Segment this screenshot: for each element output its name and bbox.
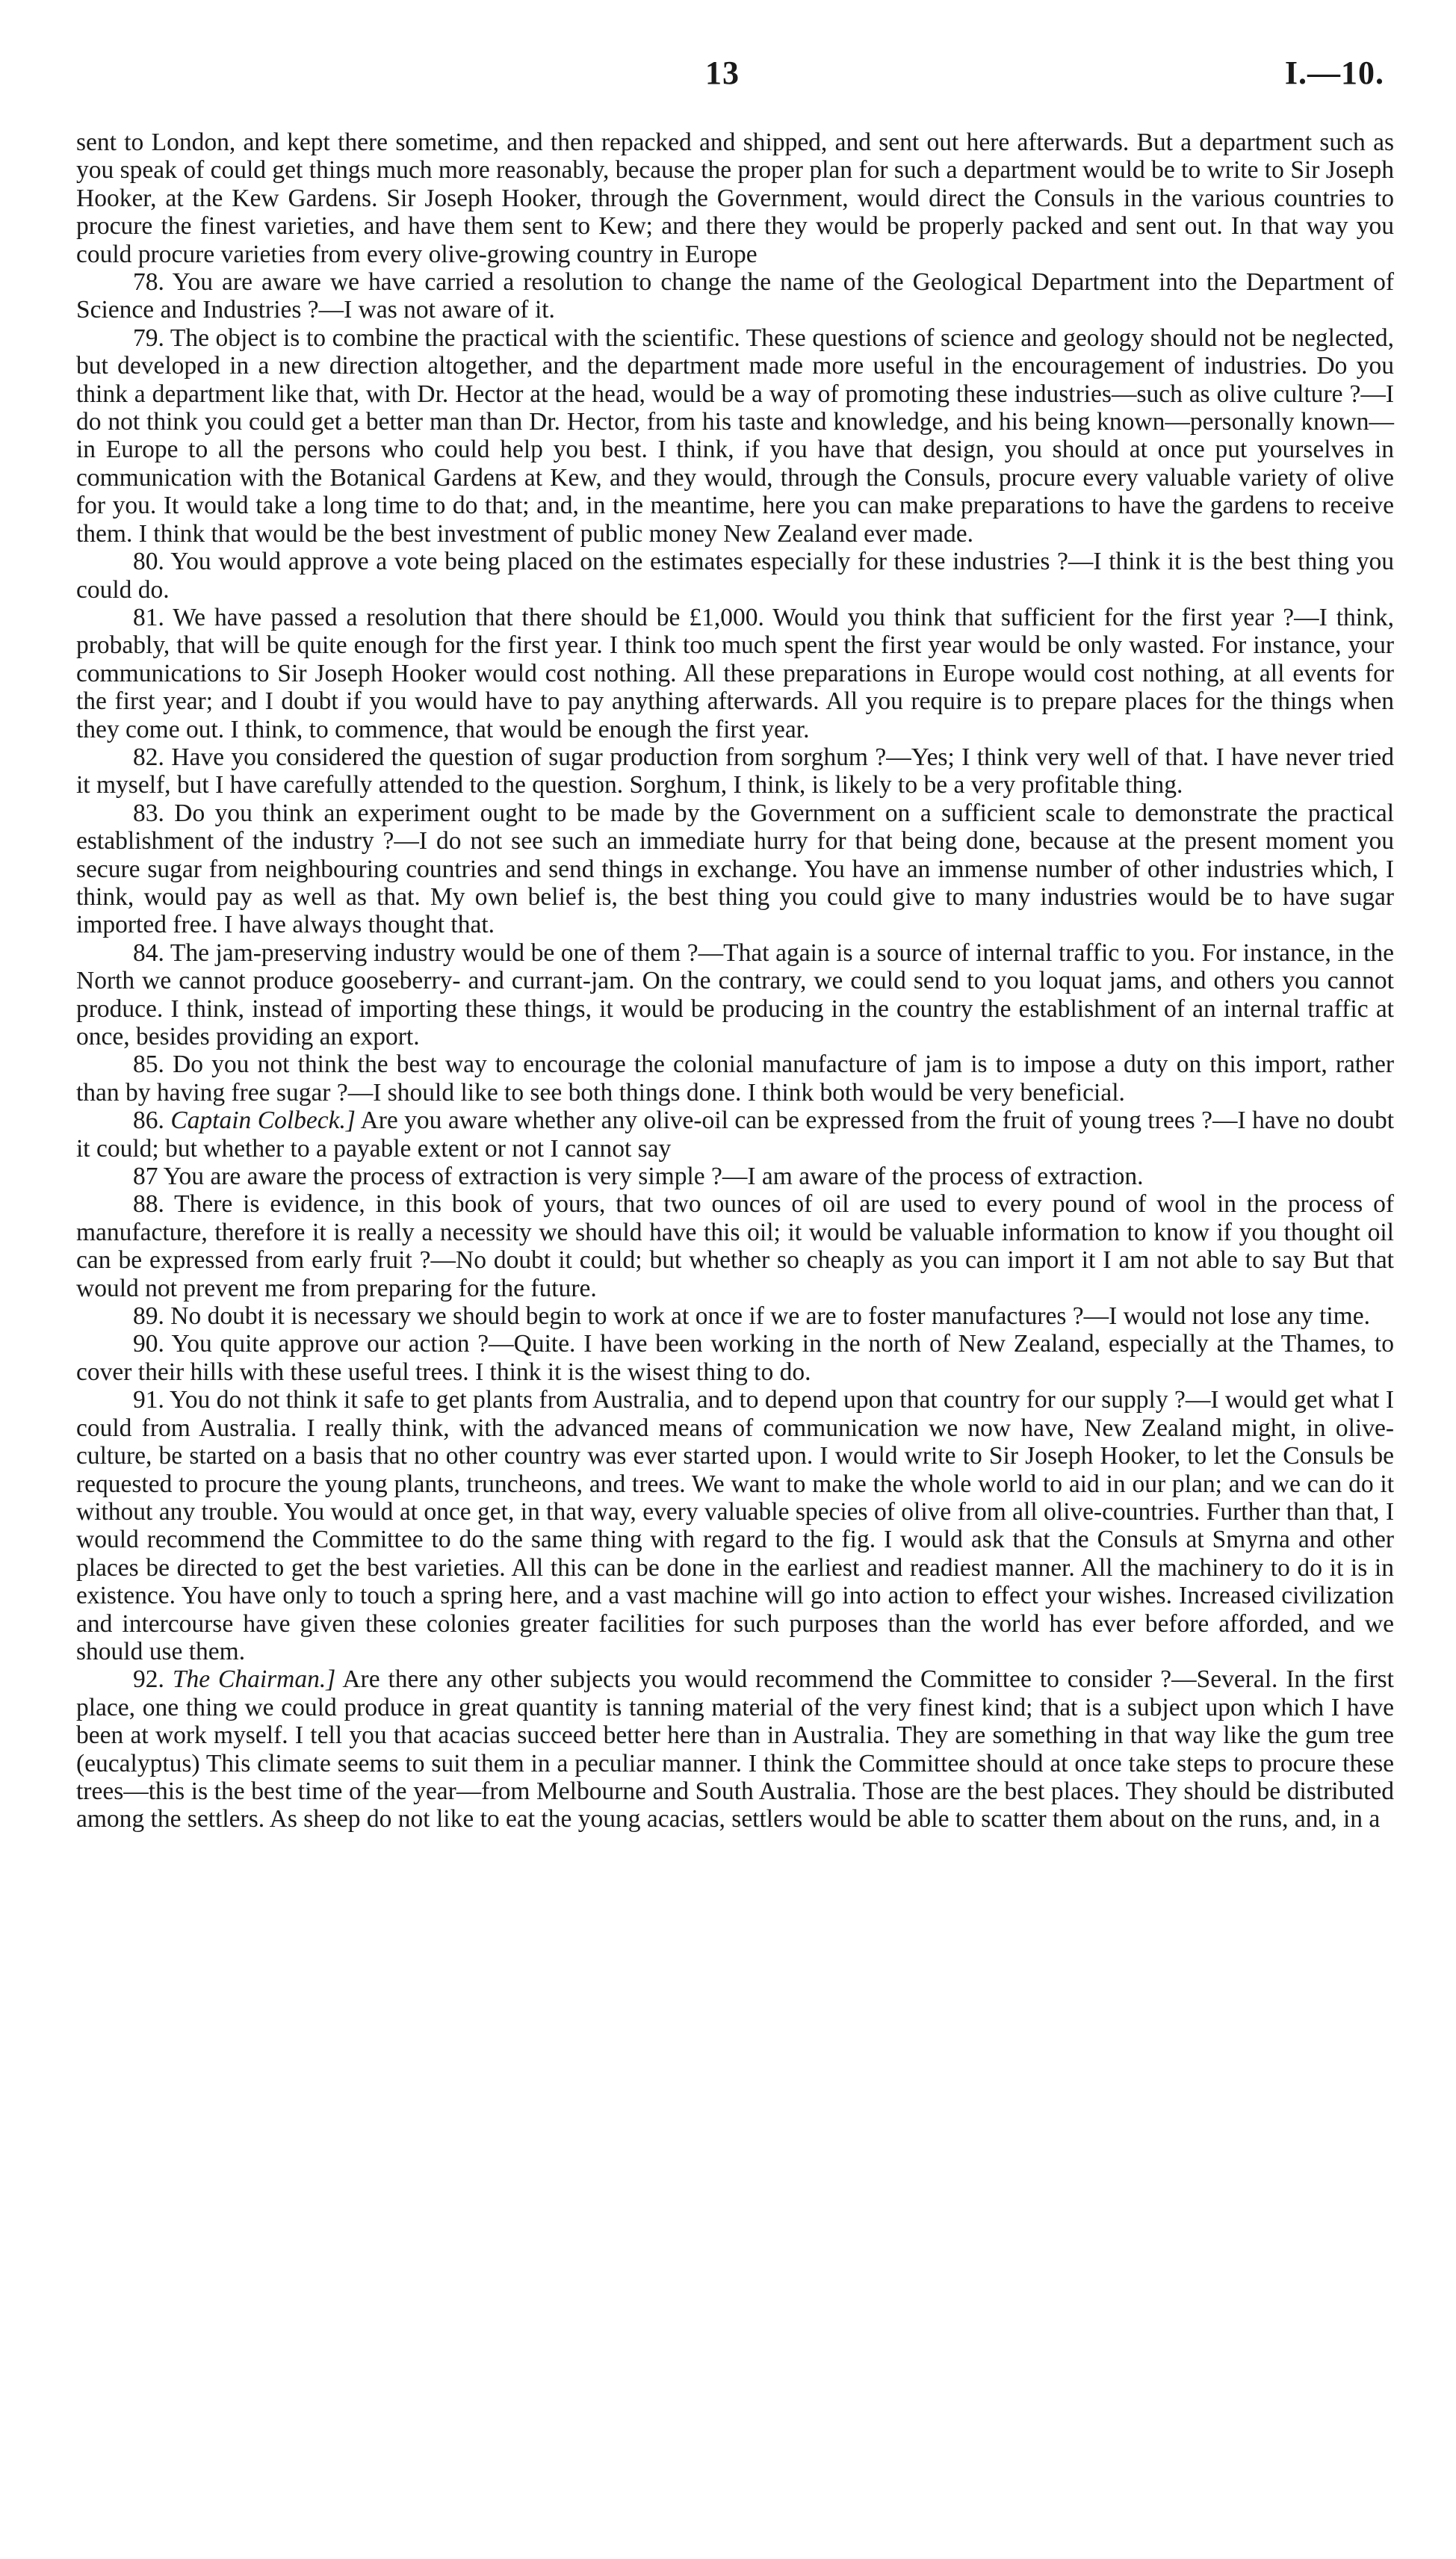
paragraph-text: Are you aware whether any olive-oil can be expressed from the fruit of young trees ?—I have no doubt it could; but whether to a payable extent or not I cannot say xyxy=(76,1107,1394,1163)
speaker-name: Captain Colbeck.] xyxy=(170,1107,356,1135)
paragraph-number: 90. xyxy=(133,1330,164,1358)
paragraph-number: 87 xyxy=(133,1163,158,1191)
paragraph-text: You are aware we have carried a resolution to change the name of the Geological Department into the Department of Science and Industries ?—I was not aware of it. xyxy=(76,268,1394,324)
paragraph-number: 81. xyxy=(133,603,164,631)
paragraph-81 xyxy=(76,604,1394,743)
paragraph-number: 79. xyxy=(133,324,164,352)
paragraph-number: 89. xyxy=(133,1302,164,1331)
paragraph-text: The object is to combine the practical with the scientific. These questions of science and geology should not be neglected, but developed in a new direction altogether, and the department made more useful in the encouragement of industries. Do you think a department like that, with Dr. Hector at the head, would be a way of promoting these industries—such as olive culture ?—I do not think you could get a better man than Dr. Hector, from his taste and knowledge, and his being known—personally known—in Europe to all the persons who could help you best. I think, if you have that design, you should at once put yourselves in communication with the Botanical Gardens at Kew, and they would, through the Consuls, procure every valuable variety of olive for you. It would take a long time to do that; and, in the meantime, here you can make preparations to have the gardens to receive them. I think that would be the best investment of public money New Zealand ever made. xyxy=(76,324,1394,548)
paragraph-number: 78. xyxy=(133,268,164,297)
paragraph-text: Are there any other subjects you would recommend the Committee to consider ?—Several. In the first place, one thing we could produce in great quantity is tanning material of the very finest kind; that is a subject upon which I have been at work myself. I tell you that acacias succeed better here than in Australia. They are something in that way like the gum tree (eucalyptus) This climate seems to suit them in a peculiar manner. I think the Committee should at once take steps to procure these trees—this is the best time of the year—from Melbourne and South Australia. Those are the best places. They should be distributed among the settlers. As sheep do not like to eat the young acacias, settlers would be able to scatter them about on the runs, and, in a xyxy=(76,1665,1394,1834)
paragraph-82 xyxy=(76,743,1394,799)
document-reference: I.—10. xyxy=(1284,55,1384,91)
paragraph-text: You are aware the process of extraction is very simple ?—I am aware of the process of extraction. xyxy=(163,1163,1144,1191)
paragraph-text: You do not think it safe to get plants from Australia, and to depend upon that country for our supply ?—I would get what I could from Australia. I really think, with the advanced means of communication we now have, New Zealand might, in olive-culture, be started on a basis that no other country was ever started upon. I would write to Sir Joseph Hooker, to let the Consuls be requested to procure the young plants, truncheons, and trees. We want to make the whole world to aid in our plan; and we can do it without any trouble. You would at once get, in that way, every valuable species of olive from all olive-countries. Further than that, I would recommend the Committee to do the same thing with regard to the fig. I would ask that the Consuls at Smyrna and other places be directed to get the best varieties. All this can be done in the earliest and readiest manner. All the machinery to do it is in existence. You have only to touch a spring here, and a vast machine will go into action to effect your wishes. Increased civilization and intercourse have given these colonies greater facilities for such purposes than the world has ever before afforded, and we should use them. xyxy=(76,1386,1394,1665)
paragraph-84 xyxy=(76,939,1394,1051)
paragraph-text: Do you not think the best way to encourage the colonial manufacture of jam is to impose a duty on this import, rather than by having free sugar ?—I should like to see both things done. I think both would be very beneficial. xyxy=(76,1050,1394,1107)
body-text xyxy=(76,129,1394,1834)
paragraph-number: 88. xyxy=(133,1190,164,1219)
paragraph-number: 84. xyxy=(133,938,164,967)
paragraph-87 xyxy=(76,1163,1394,1190)
paragraph-85 xyxy=(76,1050,1394,1107)
paragraph-number: 82. xyxy=(133,743,164,771)
paragraph-number: 83. xyxy=(133,799,164,827)
paragraph-91 xyxy=(76,1386,1394,1665)
paragraph-86 xyxy=(76,1107,1394,1163)
paragraph-88 xyxy=(76,1190,1394,1302)
paragraph-text: The jam-preserving industry would be one of them ?—That again is a source of internal traffic to you. For instance, in the North we cannot produce gooseberry- and currant-jam. On the contrary, we could send to you loquat jams, and others you cannot produce. I think, instead of importing these things, it would be producing in the country the establishment of an internal traffic at once, besides providing an export. xyxy=(76,938,1394,1050)
paragraph-number: 91. xyxy=(133,1386,164,1414)
paragraph-text: You quite approve our action ?—Quite. I have been working in the north of New Zealand, especially at the Thames, to cover their hills with these useful trees. I think it is the wisest thing to do. xyxy=(76,1330,1394,1386)
paragraph-79 xyxy=(76,324,1394,548)
speaker-name: The Chairman.] xyxy=(172,1665,336,1694)
paragraph-text: Do you think an experiment ought to be made by the Government on a sufficient scale to demonstrate the practical establishment of the industry ?—I do not see such an immediate hurry for that being done, because at the present moment you secure sugar from neighbouring countries and send things in exchange. You have an immense number of other industries which, I think, would pay as well as that. My own belief is, the best thing you could give to many industries would be to have sugar imported free. I have always thought that. xyxy=(76,799,1394,939)
paragraph-92 xyxy=(76,1665,1394,1833)
paragraph-78 xyxy=(76,268,1394,324)
paragraph-90 xyxy=(76,1330,1394,1386)
paragraph-number: 85. xyxy=(133,1050,164,1079)
paragraph-number: 92. xyxy=(133,1665,164,1694)
paragraph-continued xyxy=(76,129,1394,268)
paragraph-text: We have passed a resolution that there should be £1,000. Would you think that sufficient for the first year ?—I think, probably, that will be quite enough for the first year. I think too much spent the first year would be only wasted. For instance, your communications to Sir Joseph Hooker would cost nothing. All these preparations in Europe would cost nothing, at all events for the first year; and I doubt if you would have to pay anything afterwards. All you require is to prepare places for the things when they come out. I think, to commence, that would be enough the first year. xyxy=(76,603,1394,743)
paragraph-text: sent to London, and kept there sometime, and then repacked and shipped, and sent out here afterwards. But a department such as you speak of could get things much more reasonably, because the proper plan for such a department would be to write to Sir Joseph Hooker, at the Kew Gardens. Sir Joseph Hooker, through the Government, would direct the Consuls in the various countries to procure the finest varieties, and have them sent to Kew; and there they would be properly packed and sent out. In that way you could procure varieties from every olive-growing country in Europe xyxy=(76,129,1394,268)
paragraph-83 xyxy=(76,799,1394,939)
paragraph-text: There is evidence, in this book of yours, that two ounces of oil are used to every pound of wool in the process of manufacture, therefore it is really a necessity we should have this oil; it would be valuable information to know if you thought oil can be expressed from early fruit ?—No doubt it could; but whether so cheaply as you can import it I am not able to say But that would not prevent me from preparing for the future. xyxy=(76,1190,1394,1302)
page-number: 13 xyxy=(705,55,740,91)
paragraph-89 xyxy=(76,1302,1394,1330)
paragraph-text: Have you considered the question of sugar production from sorghum ?—Yes; I think very well of that. I have never tried it myself, but I have carefully attended to the question. Sorghum, I think, is likely to be a very profitable thing. xyxy=(76,743,1394,799)
paragraph-80 xyxy=(76,548,1394,604)
paragraph-text: No doubt it is necessary we should begin to work at once if we are to foster manufactures ?—I would not lose any time. xyxy=(170,1302,1370,1331)
paragraph-text: You would approve a vote being placed on the estimates especially for these industries ?—I think it is the best thing you could do. xyxy=(76,548,1394,604)
paragraph-number: 80. xyxy=(133,548,164,576)
paragraph-number: 86. xyxy=(133,1107,164,1135)
